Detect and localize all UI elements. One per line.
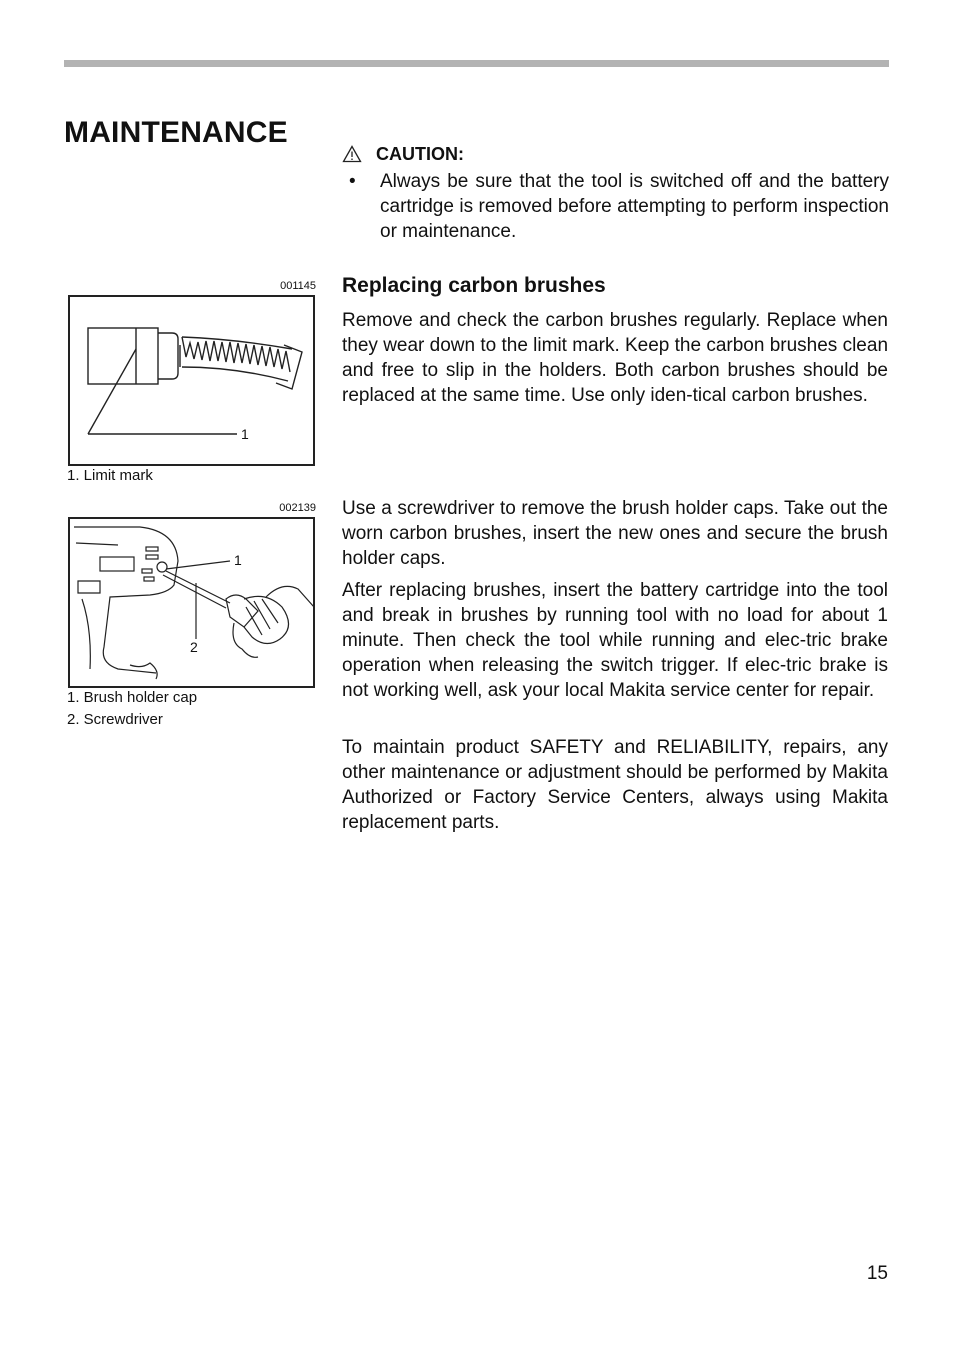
legend-item: 1. Limit mark [67, 467, 153, 484]
top-rule [64, 60, 889, 67]
page-number: 15 [866, 1263, 888, 1284]
carbon-brush-illustration [70, 297, 317, 468]
figure-legend [67, 465, 153, 487]
caution-header [342, 141, 889, 167]
legend-item: 2. Screwdriver [67, 711, 163, 728]
callout-2: 2 [190, 639, 198, 655]
callout-1: 1 [234, 552, 242, 568]
figure-legend [67, 687, 197, 731]
figure-screwdriver [68, 517, 315, 688]
section-heading: Replacing carbon brushes [342, 274, 606, 297]
legend-item: 1. Brush holder cap [67, 689, 198, 706]
caution-bullet-item [342, 169, 889, 244]
paragraph-replacement: Use a screwdriver to remove the brush holder caps. Take out the worn carbon brushes, insert the new ones and secure the brush holder caps. [342, 498, 888, 569]
caution-block [342, 141, 889, 244]
figure-carbon-brush [68, 295, 315, 466]
paragraph-inspection: Remove and check the carbon brushes regularly. Replace when they wear down to the limit mark. Keep the carbon brushes clean and free to slip in the holders. Both carbon brushes should be replaced at the same time. Use only iden-tical carbon brushes. [342, 310, 889, 406]
screwdriver-illustration [70, 519, 317, 690]
figure-code: 001145 [280, 280, 316, 292]
warning-triangle-icon [342, 145, 362, 163]
page-title: MAINTENANCE [64, 116, 288, 149]
callout-1: 1 [241, 426, 249, 442]
figure-code: 002139 [279, 502, 316, 514]
bullet-marker: • [349, 171, 356, 192]
caution-label: CAUTION: [376, 143, 464, 164]
paragraph-break-in: After replacing brushes, insert the battery cartridge into the tool and break in brushes by running tool with no load for about 1 minute. Then check the tool while running and elec-tric brake operation when releasing the switch trigger. If elec-tric brake is not working well, ask your local Makita service center for repair. [342, 580, 888, 701]
paragraph-service: To maintain product SAFETY and RELIABILITY, repairs, any other maintenance or adjustment should be performed by Makita Authorized or Factory Service Centers, always using Makita replacement parts. [342, 737, 888, 833]
caution-text: Always be sure that the tool is switched off and the battery cartridge is removed before attempting to perform inspection or maintenance. [380, 171, 889, 242]
